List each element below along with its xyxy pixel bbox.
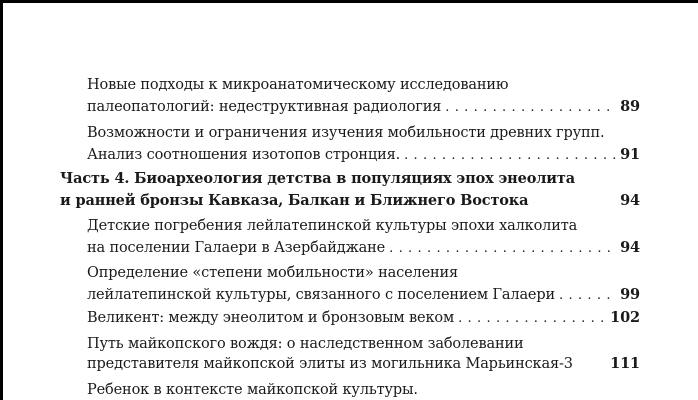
leader-dots <box>389 239 616 259</box>
leader-dots <box>404 146 616 166</box>
toc-entry-text: Возможности и ограничения изучения мобильности древних групп. <box>87 125 605 141</box>
leader-dots <box>445 98 616 118</box>
toc-entry-text: лейлатепинской культуры, связанного с поселением Галаери <box>87 287 556 303</box>
leader-dots <box>458 309 606 329</box>
toc-page-number: 99 <box>620 286 640 303</box>
toc-page-number: 111 <box>610 355 640 372</box>
toc-page-number: 89 <box>620 98 640 115</box>
toc-entry-text: Анализ соотношения изотопов стронция. <box>87 147 401 163</box>
toc-entry-text: Путь майкопского вождя: о наследственном заболевании <box>87 336 524 352</box>
toc-page-number: 91 <box>620 146 640 163</box>
toc-page-number: 94 <box>620 192 640 209</box>
toc-page-number: 102 <box>610 309 640 326</box>
toc-entry-text: на поселении Галаери в Азербайджане <box>87 240 386 256</box>
document-page <box>3 3 698 400</box>
toc-entry-text: Ребенок в контексте майкопской культуры. <box>87 382 418 398</box>
toc-entry-text: палеопатологий: недеструктивная радиология <box>87 99 442 115</box>
toc-page-number: 94 <box>620 239 640 256</box>
toc-entry-text: Новые подходы к микроанатомическому исследованию <box>87 77 509 93</box>
leader-dots <box>559 286 616 306</box>
toc-part-title: и ранней бронзы Кавказа, Балкан и Ближнего Востока <box>60 192 529 209</box>
toc-entry-text: Детские погребения лейлатепинской культуры эпохи халколита <box>87 218 578 234</box>
toc-entry-text: Определение «степени мобильности» населения <box>87 265 459 281</box>
toc-part-title: Часть 4. Биоархеология детства в популяциях эпох энеолита <box>60 170 575 187</box>
toc-entry-text: Великент: между энеолитом и бронзовым веком <box>87 310 455 326</box>
toc-entry-text: представителя майкопской элиты из могильника Марьинская-3 <box>87 356 573 372</box>
